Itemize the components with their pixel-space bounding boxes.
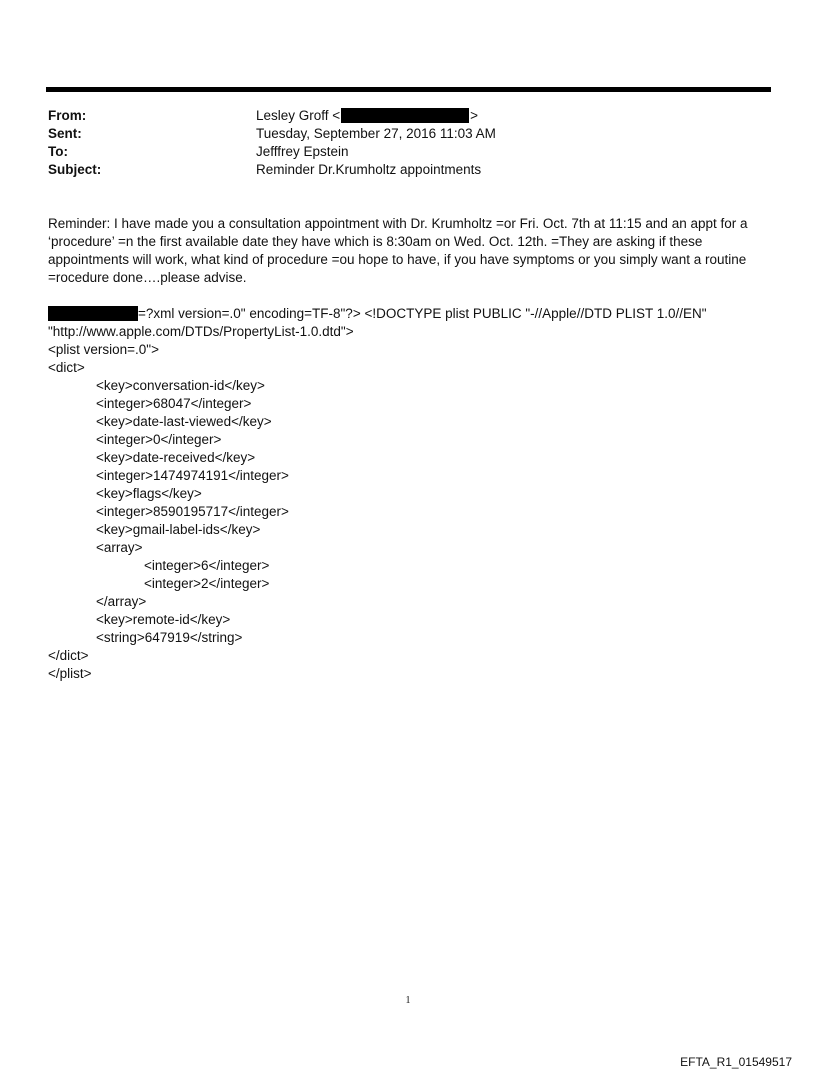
xml-line: <integer>0</integer> <box>96 432 222 447</box>
to-label: To: <box>48 144 68 159</box>
email-header <box>48 107 496 179</box>
body-paragraph: Reminder: I have made you a consultation appointment with Dr. Krumholtz =or Fri. Oct. 7th at 11:15 and an appt for a ‘procedure’ =n the first available date they have which is 8:30am on Wed. Oct. 12th. =They are asking if these appointments will work, what kind of procedure =ou hope to have, if you have symptoms or you simply want a routine =rocedure done….please advise. <box>48 216 748 285</box>
xml-line: <plist version=.0"> <box>48 342 159 357</box>
xml-line: <string>647919</string> <box>96 630 243 645</box>
xml-line: <key>gmail-label-ids</key> <box>96 522 261 537</box>
subject-row <box>48 161 496 179</box>
from-label: From: <box>48 108 87 123</box>
xml-line: <integer>6</integer> <box>144 558 270 573</box>
subject-value: Reminder Dr.Krumholtz appointments <box>256 162 482 177</box>
document-id: EFTA_R1_01549517 <box>680 1055 792 1069</box>
redacted-block <box>48 306 138 321</box>
page-number: 1 <box>405 995 411 1006</box>
xml-line: <integer>1474974191</integer> <box>96 468 289 483</box>
to-value: Jefffrey Epstein <box>256 144 349 159</box>
xml-declaration: =?xml version=.0" encoding=TF-8"?> <!DOCTYPE plist PUBLIC "-//Apple//DTD PLIST 1.0//EN" <box>138 306 707 321</box>
xml-line: <array> <box>96 540 143 555</box>
header-divider <box>46 87 771 92</box>
xml-line: <key>date-received</key> <box>96 450 256 465</box>
xml-line: <integer>8590195717</integer> <box>96 504 289 519</box>
from-value <box>256 107 478 125</box>
from-name: Lesley Groff < <box>256 108 341 123</box>
xml-line: <dict> <box>48 360 85 375</box>
xml-line: <key>conversation-id</key> <box>96 378 265 393</box>
xml-line: <key>flags</key> <box>96 486 202 501</box>
xml-line: "http://www.apple.com/DTDs/PropertyList-1.0.dtd"> <box>48 324 354 339</box>
xml-line: </plist> <box>48 666 92 681</box>
from-row <box>48 107 496 125</box>
sent-row <box>48 125 496 143</box>
xml-line <box>48 305 768 323</box>
xml-line: <integer>68047</integer> <box>96 396 252 411</box>
xml-line: <integer>2</integer> <box>144 576 270 591</box>
from-close: > <box>470 108 479 123</box>
xml-line: <key>date-last-viewed</key> <box>96 414 272 429</box>
sent-value: Tuesday, September 27, 2016 11:03 AM <box>256 126 496 141</box>
email-body <box>48 215 768 287</box>
plist-block <box>48 305 768 683</box>
sent-label: Sent: <box>48 126 82 141</box>
xml-line: <key>remote-id</key> <box>96 612 231 627</box>
to-row <box>48 143 496 161</box>
subject-label: Subject: <box>48 162 102 177</box>
redacted-email <box>341 108 469 123</box>
xml-line: </array> <box>96 594 147 609</box>
xml-line: </dict> <box>48 648 89 663</box>
